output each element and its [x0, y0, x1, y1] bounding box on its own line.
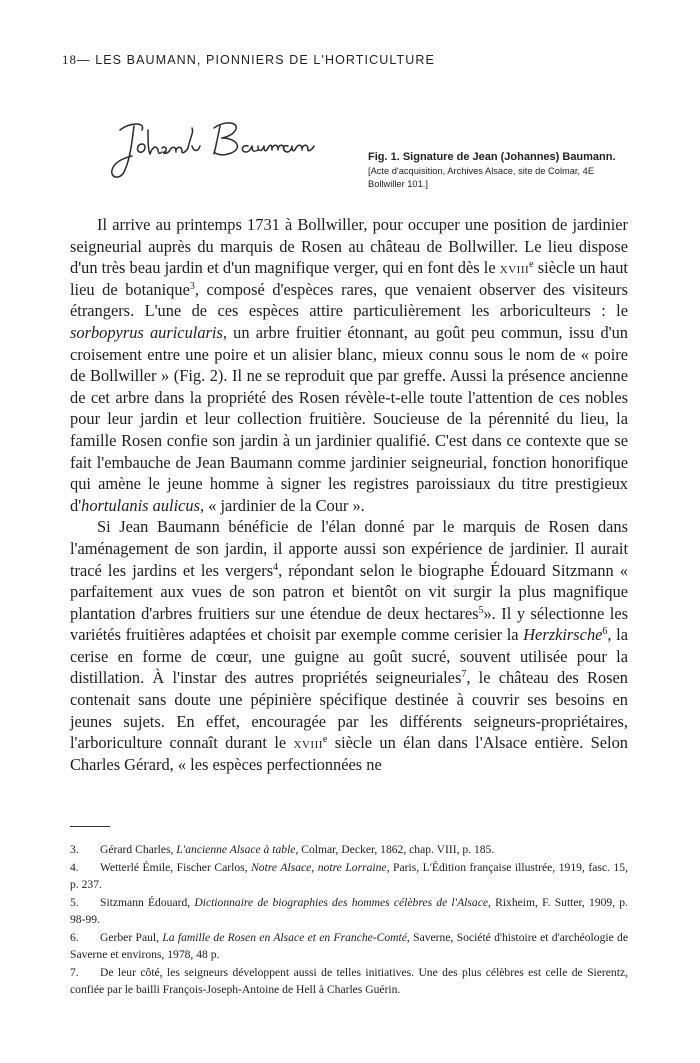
footnote-number: 5. [70, 896, 79, 909]
footnote-text: Sitzmann Édouard, [100, 896, 195, 909]
p2-text-4: , la cerise en forme de cœur, une guigne au goût sucré, souvent utilisée pour la distillation. À l'instar des autres propriétés seigneuriales [70, 625, 628, 688]
p2-text-5: , le château des Rosen contenait sans doute une pépinière spécifique destinée à couvrir ses besoins en jeunes sujets. En effet, encouragée par les différents seigneurs-propriétaires, l'arboriculture connaît durant le [70, 668, 628, 753]
p1-text-3: , composé d'espèces rares, que venaient observer des visiteurs étrangers. L'une de ces espèces attire particulièrement les arboriculteurs : le [70, 279, 628, 321]
ordinal-suffix: e [529, 259, 534, 271]
footnotes [70, 841, 628, 999]
footnote-ref-4[interactable]: 4 [273, 561, 279, 573]
running-title: LES BAUMANN, PIONNIERS DE L'HORTICULTURE [95, 53, 435, 67]
caption-source: [Acte d'acquisition, Archives Alsace, site de Colmar, 4E Bollwiller 101.] [368, 166, 595, 189]
footnote-text: Gérard Charles, [100, 843, 177, 856]
footnote-ref-7[interactable]: 7 [461, 669, 467, 681]
footnote-text: Wetterlé Émile, Fischer Carlos, [100, 861, 252, 874]
ordinal-suffix: e [322, 734, 328, 746]
century-numeral: xviii [499, 258, 530, 278]
p2-text-1: Si Jean Baumann bénéficie de l'élan donné par le marquis de Rosen dans l'aménagement de son jardin, il apporte aussi son expérience de jardinier. Il aurait tracé les jardins et les vergers [70, 517, 628, 580]
footnote [70, 964, 628, 998]
footnote [70, 859, 628, 893]
p1-text-1: Il arrive au printemps 1731 à Bollwiller, pour occuper une position de jardinier seigneurial auprès du marquis de Rosen au château de Bollwiller. Le lieu dispose d'un très beau jardin et d'un magnifique verger, qui en font dès le [70, 215, 628, 278]
footnote-title: Dictionnaire de biographies des hommes célèbres de l'Alsace [194, 896, 488, 909]
p1-text-2: siècle un haut lieu de botanique [70, 258, 628, 299]
footnote-number: 3. [70, 843, 79, 856]
footnote-title: La famille de Rosen en Alsace et en Franche-Comté [162, 931, 407, 944]
footnote-title: Notre Alsace, notre Lorraine [251, 861, 387, 874]
running-head [62, 52, 435, 68]
p2-text-6: siècle un élan dans l'Alsace entière. Selon Charles Gérard, « les espèces perfectionnées ne [70, 733, 628, 774]
footnote-ref-3[interactable]: 3 [189, 280, 195, 292]
paragraph-1 [70, 214, 628, 516]
footnote-text: De leur côté, les seigneurs développent aussi de telles initiatives. Une des plus célèbres est celle de Sierentz, confiée par le bailli François-Joseph-Antoine de Hell à Charles Guérin. [70, 966, 628, 996]
footnote-ref-6[interactable]: 6 [602, 626, 608, 638]
footnote [70, 841, 628, 858]
p1-text-5: , « jardinier de la Cour ». [200, 495, 365, 515]
footnote-number: 4. [70, 861, 79, 874]
body-text [70, 214, 628, 775]
latin-title: hortulanis aulicus [81, 495, 200, 515]
footnote-number: 6. [70, 931, 79, 944]
footnote-text: Gerber Paul, [100, 931, 163, 944]
paragraph-2 [70, 516, 628, 775]
footnote-divider [70, 826, 110, 827]
cherry-variety-name: Herzkirsche [523, 625, 603, 645]
caption-title: Fig. 1. Signature de Jean (Johannes) Baumann. [368, 151, 616, 163]
footnote [70, 894, 628, 928]
footnote-text: , Rixheim, F. Sutter, 1909, p. 98-99. [70, 896, 628, 926]
page-number: 18 [62, 52, 77, 67]
p2-text-2: , répondant selon le biographe Édouard Sitzmann « parfaitement aux vues de son patron et bientôt on vit surgir la plus magnifique plantation d'arbres fruitiers sur une étendue de deux hectares [70, 560, 629, 623]
figure-caption [368, 150, 628, 191]
p2-text-3: ». Il y sélectionne les variétés fruitières adaptées et choisit par exemple comme cerisier la [70, 603, 628, 645]
signature-image [102, 108, 322, 188]
footnote [70, 929, 628, 963]
footnote-text: , Colmar, Decker, 1862, chap. VIII, p. 185. [295, 843, 495, 856]
century-numeral: xviii [293, 733, 323, 753]
footnote-title: L'ancienne Alsace à table [176, 843, 296, 856]
footnote-ref-5[interactable]: 5 [478, 604, 484, 616]
footnote-text: , Paris, L'Édition française illustrée, 1919, fasc. 15, p. 237. [70, 861, 628, 891]
header-separator: — [77, 53, 91, 67]
p1-text-4: , un arbre fruitier étonnant, au goût peu commun, issu d'un croisement entre une poire et un alisier blanc, mieux connu sous le nom de « poire de Bollwiller » (Fig. 2). Il ne se reproduit que par greffe. Aussi la présence ancienne de cet arbre dans la propriété des Rosen révèle-t-elle toute l'attention de ces nobles pour leur jardin et leur collection fruitière. Soucieuse de la pérennité du lieu, la famille Rosen confie son jardin à un jardinier qualifié. C'est dans ce contexte que se fait l'embauche de Jean Baumann comme jardinier seigneurial, fonction honorifique qui amène le jeune homme à signer les registres paroissiaux du titre prestigieux d' [70, 322, 628, 515]
latin-species-name: sorbopyrus auricularis [70, 322, 223, 342]
footnote-number: 7. [70, 966, 79, 979]
footnote-text: , Saverne, Société d'histoire et d'archéologie de Saverne et environs, 1978, 48 p. [70, 931, 628, 961]
